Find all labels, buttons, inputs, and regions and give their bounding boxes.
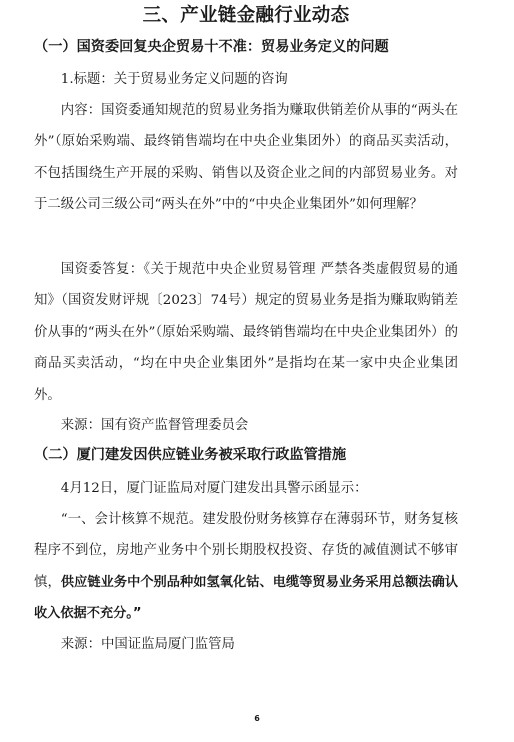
- page-title: 三、产业链金融行业动态: [142, 5, 350, 26]
- section-1-content: 内容：国资委通知规范的贸易业务指为赚取供销差价从事的“两头在外”（原始采购端、最终销售端均在中央企业集团外）的商品买卖活动，不包括围绕生产开展的采购、销售以及资企业之间的内部贸易业务。对于二级公司三级公司“两头在外”中的“中央企业集团外”如何理解？: [34, 103, 458, 213]
- section-2-quote: [34, 504, 458, 630]
- section-2-source: 来源：中国证监局厦门监管局: [60, 637, 235, 652]
- section-1-answer: 国资委答复：《关于规范中央企业贸易管理 严禁各类虚假贸易的通知》（国资发财评规〔2023〕74号）规定的贸易业务是指为赚取购销差价从事的“两头在外”（原始采购端、最终销售端均在中央企业集团外）的商品买卖活动，“均在中央企业集团外”是指均在某一家中央企业集团外。: [34, 262, 458, 403]
- section-2-intro: 4月12日，厦门证监局对厦门建发出具警示函显示：: [60, 481, 368, 496]
- quote-bold-text: 供应链业务中个别品种如氢氧化钴、电缆等贸易业务采用总额法确认收入依据不充分。”: [34, 574, 459, 622]
- section-1-title: （一）国资委回复央企贸易十不准：贸易业务定义的问题: [34, 39, 389, 55]
- section-1-source: 来源：国有资产监督管理委员会: [60, 418, 249, 433]
- page-number: 6: [254, 714, 260, 723]
- section-1-item-title: 1.标题：关于贸易业务定义问题的咨询: [60, 72, 288, 87]
- quote-normal-text: “一、会计核算不规范。建发股份财务核算存在薄弱环节，财务复核程序不到位，房地产业务中个别长期股权投资、存货的减值测试不够审慎，: [34, 512, 458, 590]
- section-2-title: （二）厦门建发因供应链业务被采取行政监管措施: [34, 447, 347, 463]
